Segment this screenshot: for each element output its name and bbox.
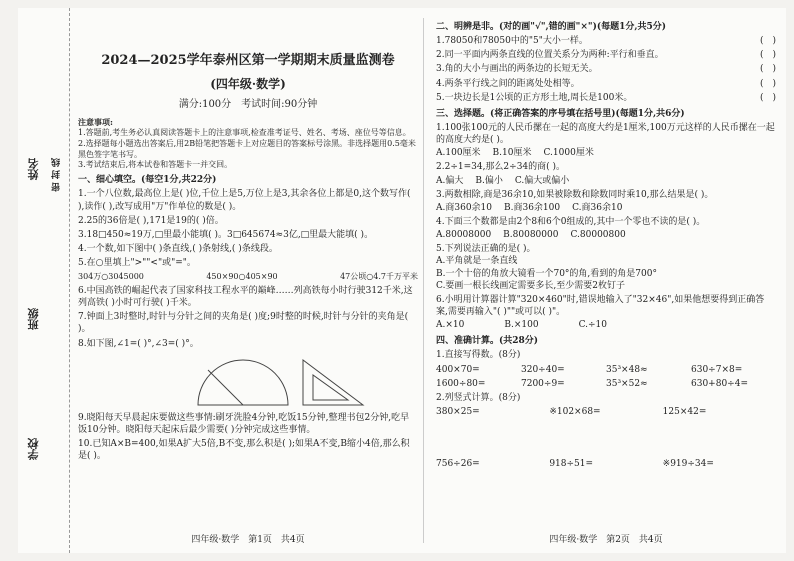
calc-item: ※102×68= [549, 406, 601, 417]
question-4: 4.一个数,如下图中( )条直线,( )条射线,( )条线段。 [78, 243, 278, 254]
option: B.一个十倍的角放大镜看一个70°的角,看到的角是700° [436, 268, 657, 279]
question-7: 7.钟面上3时整时,时针与分针之间的夹角是( )度;9时整的时候,时针与分针的夹角是( )。 [78, 312, 409, 335]
option: A.100厘米 [436, 148, 481, 159]
page-title: 2024—2025学年泰州区第一学期期末质量监测卷 [101, 53, 395, 68]
choice-question: 6.小明用计算器计算"320×460"时,错误地输入了"32×46",如果他想要得到正确答案,需要再输入"( )""或可以( )"。 [436, 294, 765, 317]
page-subtitle: (四年级·数学) [210, 76, 286, 91]
vertical-calc-row [436, 458, 776, 470]
question-10: 10.已知A×B=400,如果A扩大5倍,B不变,那么积是( );如果A不变,B缩小4倍,那么积是( )。 [78, 438, 410, 462]
protractor-figure [188, 350, 368, 410]
option [436, 319, 464, 331]
choice-options [436, 229, 776, 241]
question-8 [78, 338, 418, 410]
note-item: 1.答题前,考生务必认真阅读答题卡上的注意事项,检查准考证号、姓名、考场、座位号等信息。 [78, 128, 411, 138]
binding-margin [18, 8, 70, 553]
option: B.10厘米 [492, 148, 532, 159]
choice-question: 3.两数相除,商是36余10,如果被除数和除数同时乘10,那么结果是( )。 [436, 189, 714, 200]
exam-meta: 满分:100分 考试时间:90分钟 [178, 98, 318, 110]
name-label: 姓名 [27, 158, 40, 180]
class-label: 班级 [27, 308, 40, 330]
calc-item: 380×25= [436, 406, 480, 417]
option: B.80080000 [503, 230, 559, 241]
vertical-calc-row [436, 406, 776, 418]
calc-item: ※919÷34= [662, 459, 714, 470]
calc-item: 756÷26= [436, 459, 480, 470]
vertical-calc-title: 2.列竖式计算。(8分) [436, 392, 521, 403]
notes-block [78, 117, 418, 171]
section-fill-blank: 一、细心填空。(每空1分,共22分) [78, 175, 217, 186]
judge-item [436, 63, 776, 75]
option: C.要画一根长线画定需要多长,至少需要2枚钉子 [436, 280, 626, 291]
calc-item: 630÷7×8= [691, 364, 743, 375]
question-6: 6.中国高铁的崛起代表了国家科技工程水平的巅峰……列高铁每小时行驶312千米,这列高铁( )小时可行驶( )千米。 [78, 286, 413, 309]
compare-row [78, 272, 418, 283]
direct-calc-title: 1.直接写得数。(8分) [436, 350, 521, 361]
option: A.平角就是一条直线 [436, 256, 518, 267]
option: B.商36余100 [504, 202, 561, 213]
question-3: 3.18□450≈19万,□里最小能填( )。3□645674≈3亿,□里最大能填( )。 [78, 229, 374, 240]
option [579, 319, 607, 331]
judge-item [436, 78, 776, 90]
calc-item: 1600÷80= [436, 378, 486, 389]
calculator-key-div10: C.÷10 [578, 320, 607, 331]
calc-item: 35³×52≈ [606, 378, 648, 389]
option: C.1000厘米 [543, 148, 594, 159]
note-item: 2.选择题每小题选出答案后,用2B铅笔把答题卡上对应题目的答案标号涂黑。非选择题用0.5毫米黑色签字笔书写。 [78, 138, 416, 159]
note-item: 3.考试结束后,将本试卷和答题卡一并交回。 [78, 160, 233, 170]
judge-text: 5.一块边长是1公顷的正方形土地,周长是100米。 [436, 92, 633, 103]
question-5: 5.在○里填上">""<"或"="。 [78, 258, 196, 269]
choice-options [436, 175, 776, 187]
calculator-key-x10: A.×10 [436, 320, 465, 331]
answer-blank[interactable]: ( ) [759, 92, 776, 103]
judge-item [436, 92, 776, 104]
calc-item: 918÷51= [549, 459, 594, 470]
option: A.偏大 [436, 175, 464, 186]
page-divider [423, 18, 424, 543]
choice-options [436, 147, 776, 159]
calc-item: 320÷40= [521, 364, 565, 375]
section-true-false: 二、明辨是非。(对的画"√",错的画"×")(每题1分,共5分) [436, 22, 667, 32]
notes-title: 注意事项: [78, 117, 113, 128]
question-2: 2.25的36倍是( ),171是19的( )倍。 [78, 215, 224, 226]
answer-blank[interactable]: ( ) [759, 36, 776, 47]
question-8-text: 8.如下图,∠1=( )°,∠3=( )°。 [78, 338, 199, 349]
choice-options [436, 202, 776, 214]
left-footer: 四年级·数学 第1页 共4页 [191, 535, 305, 545]
calc-item: 7200÷9= [521, 378, 565, 389]
calc-item: 630+80÷4= [691, 378, 748, 389]
option: B.偏小 [475, 175, 503, 186]
calc-item: 125×42= [662, 406, 707, 417]
calc-item: 400×70= [436, 364, 480, 375]
option: C.商36余10 [572, 202, 623, 213]
choice-options [436, 319, 776, 331]
option: C.偏大或偏小 [514, 175, 570, 186]
choice-question: 1.100张100元的人民币摞在一起的高度大约是1厘米,100万元这样的人民币摞在一起的高度大约是( )。 [436, 122, 775, 146]
right-footer: 四年级·数学 第2页 共4页 [549, 535, 663, 545]
direct-calc-row [436, 378, 776, 390]
question-9: 9.晓阳每天早晨起床要做这些事情:刷牙洗脸4分钟,吃饭15分钟,整理书包2分钟,吃早饭10分钟。晓阳每天起床后最少需要( )分钟完成这些事情。 [78, 412, 410, 435]
seal-line-label: 密 封 线 [52, 158, 62, 192]
compare-item: 304万○3045000 [78, 272, 144, 282]
choice-question: 4.下面三个数都是由2个8和6个0组成的,其中一个零也不读的是( )。 [436, 216, 706, 227]
section-choice: 三、选择题。(将正确答案的序号填在括号里)(每题1分,共6分) [436, 108, 685, 119]
choice-question: 2.2÷1=34,那么2÷34的商( )。 [436, 162, 566, 173]
section-calculation: 四、准确计算。(共28分) [436, 336, 539, 347]
left-page [78, 18, 418, 462]
school-label: 学校 [27, 438, 40, 460]
calculator-key-x100: B.×100 [504, 320, 539, 331]
option: A.商360余10 [436, 202, 492, 213]
choice-question: 5.下列说法正确的是( )。 [436, 244, 536, 255]
option: A.80008000 [436, 230, 492, 241]
answer-blank[interactable]: ( ) [759, 64, 776, 75]
calc-item: 35³×48≈ [606, 364, 648, 375]
option [504, 319, 538, 331]
option: C.80000800 [570, 230, 626, 241]
judge-text: 3.角的大小与画出的两条边的长短无关。 [436, 64, 598, 75]
judge-item [436, 49, 776, 61]
compare-item: 450×90○405×90 [206, 272, 278, 282]
judge-text: 2.同一平面内两条直线的位置关系分为两种:平行和垂直。 [436, 50, 664, 61]
exam-sheet [18, 8, 786, 553]
work-space [436, 418, 776, 456]
answer-blank[interactable]: ( ) [759, 78, 776, 89]
question-1: 1.一个八位数,最高位上是( )位,千位上是5,万位上是3,其余各位上都是0,这个数写作( ),读作( ),改写成用"万"作单位的数是( )。 [78, 189, 411, 212]
judge-text: 4.两条平行线之间的距离处处相等。 [436, 78, 580, 89]
compare-item: 47公顷○4.7千万平米 [340, 272, 418, 282]
judge-item [436, 35, 776, 47]
direct-calc-row [436, 364, 776, 376]
judge-text: 1.78050和78050中的"5"大小一样。 [436, 36, 588, 47]
right-page [436, 18, 776, 470]
answer-blank[interactable]: ( ) [759, 50, 776, 61]
